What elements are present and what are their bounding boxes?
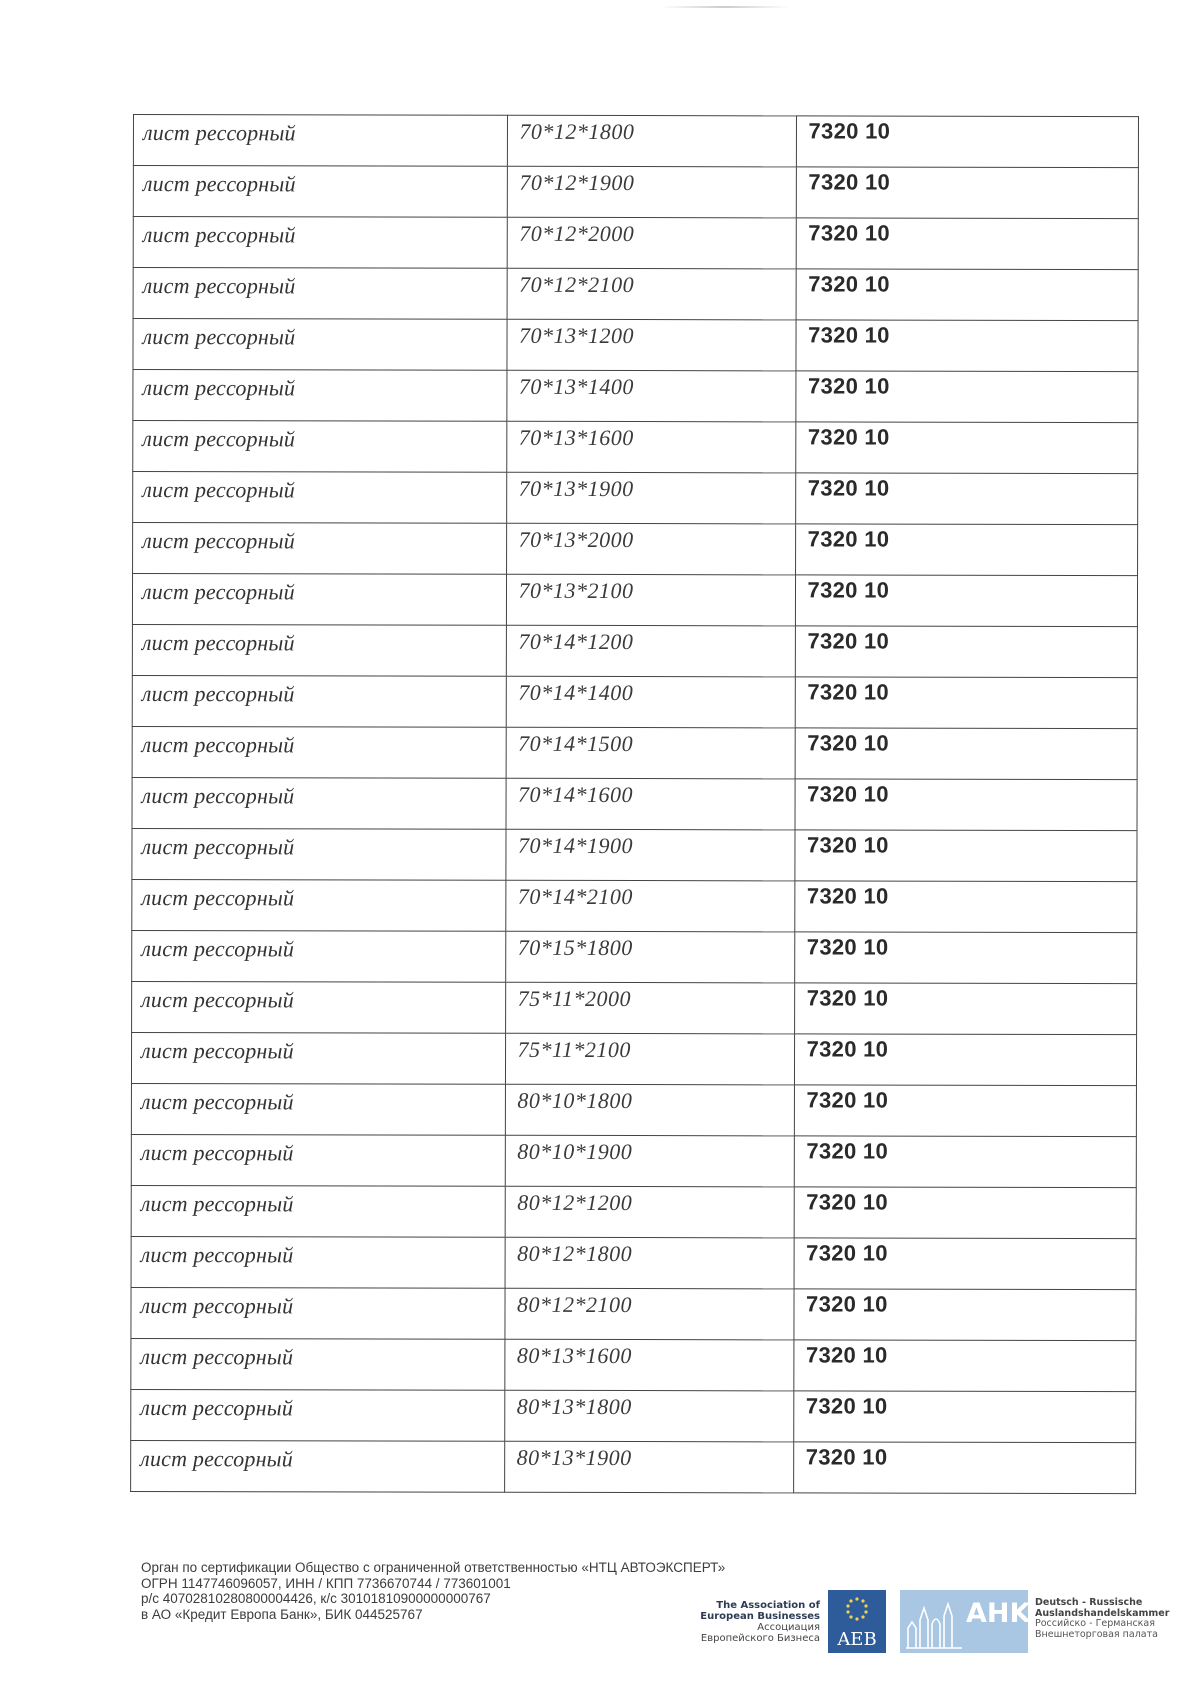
table-row xyxy=(133,268,1138,321)
product-code-cell xyxy=(796,269,1139,321)
product-code-cell xyxy=(794,1085,1137,1137)
ahk-caption xyxy=(1035,1598,1190,1640)
product-code-text: 7320 10 xyxy=(806,883,889,909)
product-code-text: 7320 10 xyxy=(806,1036,889,1062)
product-code-text: 7320 10 xyxy=(807,832,889,858)
product-code-text: 7320 10 xyxy=(806,934,889,960)
product-code-text: 7320 10 xyxy=(807,424,890,450)
product-name-cell xyxy=(131,1236,506,1288)
product-size-cell xyxy=(507,727,795,779)
product-name-cell xyxy=(133,115,508,167)
table-row xyxy=(132,828,1137,881)
product-code-cell xyxy=(793,1391,1136,1443)
table-row xyxy=(133,166,1138,219)
table-row xyxy=(133,319,1138,372)
product-size-cell xyxy=(507,676,795,728)
product-size-text: 75*11*2100 xyxy=(517,1036,631,1063)
product-size-cell xyxy=(506,829,794,881)
aeb-caption-en-1: The Association of xyxy=(716,1600,820,1611)
product-size-cell xyxy=(505,1441,793,1493)
product-size-text: 70*12*2000 xyxy=(519,220,635,247)
product-code-text: 7320 10 xyxy=(805,1444,888,1470)
product-name-cell xyxy=(133,421,508,473)
product-size-cell xyxy=(507,370,795,422)
product-size-text: 80*12*2100 xyxy=(516,1291,633,1318)
product-code-text: 7320 10 xyxy=(806,1240,888,1266)
product-code-text: 7320 10 xyxy=(808,118,891,144)
product-code-cell xyxy=(796,167,1139,219)
table-row xyxy=(133,421,1138,474)
product-name-text: лист рессорный xyxy=(141,681,295,707)
product-name-cell xyxy=(133,370,508,422)
product-code-text: 7320 10 xyxy=(805,1342,888,1368)
product-name-cell xyxy=(132,930,507,982)
product-size-text: 70*13*1900 xyxy=(518,475,634,502)
table-row xyxy=(133,115,1138,168)
table-row xyxy=(133,472,1138,525)
product-code-cell xyxy=(794,932,1137,984)
product-name-cell xyxy=(131,1338,506,1390)
product-code-text: 7320 10 xyxy=(807,526,890,552)
product-size-text: 70*14*1200 xyxy=(518,628,634,655)
product-code-cell xyxy=(796,320,1139,372)
product-name-cell xyxy=(131,1185,506,1237)
product-size-text: 70*14*1500 xyxy=(518,730,634,757)
ahk-caption-de-2: Auslandshandelskammer xyxy=(1035,1607,1170,1619)
product-name-text: лист рессорный xyxy=(142,120,296,146)
product-size-cell xyxy=(506,880,794,932)
product-size-cell xyxy=(506,1135,794,1187)
product-code-text: 7320 10 xyxy=(807,475,890,501)
table-row xyxy=(133,523,1138,576)
product-code-text: 7320 10 xyxy=(807,781,889,807)
product-name-text: лист рессорный xyxy=(140,1140,294,1166)
product-name-cell xyxy=(131,1287,506,1339)
product-code-cell xyxy=(794,881,1137,933)
product-size-text: 70*14*1900 xyxy=(517,832,633,859)
product-name-cell xyxy=(133,217,508,269)
ahk-caption-ru-1: Российско - Германская xyxy=(1035,1618,1155,1629)
product-name-text: лист рессорный xyxy=(141,885,295,911)
product-code-cell xyxy=(795,626,1138,678)
table-row xyxy=(132,726,1137,779)
product-size-text: 70*13*1200 xyxy=(518,322,635,349)
product-size-cell xyxy=(506,1033,794,1085)
product-size-text: 80*10*1800 xyxy=(517,1087,633,1114)
product-name-text: лист рессорный xyxy=(141,783,295,809)
product-name-cell xyxy=(133,268,508,320)
table-row xyxy=(131,1185,1136,1238)
product-size-text: 80*13*1900 xyxy=(516,1444,632,1471)
product-code-text: 7320 10 xyxy=(806,1189,888,1215)
product-size-text: 80*10*1900 xyxy=(517,1138,633,1165)
product-code-cell xyxy=(794,983,1137,1035)
table-row xyxy=(132,930,1137,983)
product-name-cell xyxy=(132,879,507,931)
kremlin-skyline-icon xyxy=(904,1598,964,1650)
table-row xyxy=(131,1287,1136,1340)
product-code-cell xyxy=(796,116,1139,168)
product-name-cell xyxy=(132,777,507,829)
product-code-text: 7320 10 xyxy=(807,679,890,705)
product-code-text: 7320 10 xyxy=(806,1138,889,1164)
product-name-text: лист рессорный xyxy=(141,936,295,962)
product-name-text: лист рессорный xyxy=(142,171,296,197)
product-code-text: 7320 10 xyxy=(808,169,891,195)
product-size-text: 70*12*2100 xyxy=(519,271,635,298)
table-row xyxy=(133,217,1138,270)
product-name-cell xyxy=(132,624,507,676)
product-size-text: 80*13*1800 xyxy=(516,1393,632,1420)
product-size-text: 80*13*1600 xyxy=(516,1342,632,1369)
product-code-cell xyxy=(794,1034,1137,1086)
footer-line-registration: ОГРН 1147746096057, ИНН / КПП 7736670744 / 773601001 xyxy=(141,1575,511,1591)
table-row xyxy=(132,777,1137,830)
product-size-text: 70*13*1600 xyxy=(518,424,634,451)
product-name-text: лист рессорный xyxy=(142,273,296,299)
product-size-cell xyxy=(508,115,796,167)
aeb-caption-en-2: European Businesses xyxy=(700,1611,820,1622)
product-name-text: лист рессорный xyxy=(141,579,295,605)
product-size-text: 70*13*2100 xyxy=(518,577,634,604)
eu-stars-icon xyxy=(837,1596,877,1626)
product-size-text: 70*15*1800 xyxy=(517,934,633,961)
product-size-cell xyxy=(507,421,795,473)
product-name-text: лист рессорный xyxy=(140,1191,294,1217)
table-row xyxy=(132,624,1137,677)
product-name-cell xyxy=(131,1083,506,1135)
product-size-cell xyxy=(508,268,796,320)
product-name-cell xyxy=(132,675,507,727)
product-code-cell xyxy=(794,830,1137,882)
product-size-text: 70*13*2000 xyxy=(518,526,634,553)
product-name-text: лист рессорный xyxy=(142,528,295,554)
product-size-cell xyxy=(507,319,795,371)
product-code-cell xyxy=(795,422,1138,474)
product-code-cell xyxy=(793,1289,1136,1341)
product-size-cell xyxy=(505,1288,793,1340)
product-code-cell xyxy=(795,575,1138,627)
product-name-text: лист рессорный xyxy=(140,1089,294,1115)
product-code-cell xyxy=(793,1340,1136,1392)
product-code-text: 7320 10 xyxy=(806,1291,888,1317)
product-size-text: 70*12*1800 xyxy=(519,118,635,145)
product-code-text: 7320 10 xyxy=(807,730,889,756)
table-row xyxy=(131,1134,1136,1187)
product-name-text: лист рессорный xyxy=(142,375,296,401)
product-size-cell xyxy=(506,778,794,830)
product-code-cell xyxy=(795,677,1138,729)
product-size-cell xyxy=(506,1084,794,1136)
product-size-text: 70*14*1400 xyxy=(518,679,634,706)
product-size-cell xyxy=(507,472,795,524)
table-row xyxy=(132,981,1137,1034)
product-size-text: 70*14*1600 xyxy=(518,781,634,808)
product-name-text: лист рессорный xyxy=(142,222,296,248)
product-table-body xyxy=(131,115,1139,1494)
ahk-caption-ru-2: Внешнеторговая палата xyxy=(1035,1628,1158,1640)
product-code-text: 7320 10 xyxy=(805,1393,888,1419)
product-code-text: 7320 10 xyxy=(806,1087,889,1113)
product-name-cell xyxy=(132,981,507,1033)
product-size-cell xyxy=(506,1237,794,1289)
footer-line-organization: Орган по сертификации Общество с ограниченной ответственностью «НТЦ АВТОЭКСПЕРТ» xyxy=(141,1560,726,1575)
table-row xyxy=(131,1032,1136,1085)
product-name-text: лист рессорный xyxy=(141,732,295,758)
product-name-text: лист рессорный xyxy=(142,477,296,503)
product-name-cell xyxy=(131,1032,506,1084)
product-name-cell xyxy=(133,319,508,371)
product-name-cell xyxy=(132,574,507,626)
product-size-text: 70*14*2100 xyxy=(517,883,633,910)
product-size-text: 80*12*1800 xyxy=(517,1240,633,1267)
product-code-text: 7320 10 xyxy=(806,985,889,1011)
product-name-text: лист рессорный xyxy=(141,987,294,1013)
product-size-text: 80*12*1200 xyxy=(517,1189,633,1216)
product-size-text: 70*13*1400 xyxy=(518,373,634,400)
footer-line-accounts: р/с 40702810280800004426, к/с 30101810900000000767 xyxy=(141,1591,491,1606)
product-name-cell xyxy=(133,166,508,218)
product-code-cell xyxy=(794,1136,1137,1188)
aeb-logo xyxy=(828,1590,886,1653)
table-row xyxy=(131,1083,1136,1136)
table-row xyxy=(131,1389,1136,1442)
product-code-text: 7320 10 xyxy=(807,373,890,399)
product-size-cell xyxy=(507,523,795,575)
product-code-text: 7320 10 xyxy=(808,220,890,246)
product-code-cell xyxy=(795,728,1138,780)
product-name-text: лист рессорный xyxy=(140,1344,294,1370)
product-name-cell xyxy=(131,1389,506,1441)
product-table xyxy=(130,114,1139,1494)
product-size-cell xyxy=(505,1390,793,1442)
product-size-cell xyxy=(506,982,794,1034)
table-row xyxy=(132,879,1137,932)
product-name-text: лист рессорный xyxy=(140,1446,294,1472)
product-name-cell xyxy=(133,523,508,575)
product-name-text: лист рессорный xyxy=(141,630,295,656)
product-size-cell xyxy=(505,1339,793,1391)
product-name-text: лист рессорный xyxy=(141,1038,294,1064)
aeb-caption xyxy=(680,1600,820,1644)
aeb-caption-ru-2: Европейского Бизнеса xyxy=(700,1633,820,1644)
product-code-text: 7320 10 xyxy=(807,577,890,603)
product-name-cell xyxy=(132,828,507,880)
product-size-cell xyxy=(507,574,795,626)
product-code-cell xyxy=(795,779,1138,831)
product-name-text: лист рессорный xyxy=(140,1293,294,1319)
product-name-text: лист рессорный xyxy=(140,1395,294,1421)
product-size-text: 70*12*1900 xyxy=(519,169,635,196)
ahk-caption-de-1: Deutsch - Russische xyxy=(1035,1597,1143,1608)
product-code-cell xyxy=(796,218,1139,270)
product-name-text: лист рессорный xyxy=(140,1242,294,1268)
table-row xyxy=(132,574,1137,627)
aeb-wordmark: AEB xyxy=(837,1629,877,1650)
product-name-text: лист рессорный xyxy=(142,324,296,350)
ahk-wordmark: AHK xyxy=(966,1598,1031,1629)
product-code-text: 7320 10 xyxy=(807,628,890,654)
product-size-cell xyxy=(508,166,796,218)
product-name-cell xyxy=(131,1440,506,1492)
table-row xyxy=(132,675,1137,728)
table-row xyxy=(131,1236,1136,1289)
product-name-cell xyxy=(133,472,508,524)
product-size-cell xyxy=(508,217,796,269)
product-code-cell xyxy=(795,371,1138,423)
product-code-cell xyxy=(794,1187,1137,1239)
product-code-text: 7320 10 xyxy=(808,271,890,297)
product-size-cell xyxy=(506,931,794,983)
product-code-cell xyxy=(795,473,1138,525)
product-code-cell xyxy=(795,524,1138,576)
product-name-cell xyxy=(132,726,507,778)
table-row xyxy=(133,370,1138,423)
footer-line-bank: в АО «Кредит Европа Банк», БИК 044525767 xyxy=(141,1606,423,1622)
product-code-cell xyxy=(794,1238,1137,1290)
product-size-cell xyxy=(506,1186,794,1238)
product-code-text: 7320 10 xyxy=(808,322,890,348)
product-name-text: лист рессорный xyxy=(142,426,296,452)
product-size-cell xyxy=(507,625,795,677)
aeb-caption-ru-1: Ассоциация xyxy=(757,1622,820,1633)
table-row xyxy=(131,1338,1136,1391)
scan-artifact xyxy=(660,6,790,8)
product-name-text: лист рессорный xyxy=(141,834,295,860)
ahk-logo xyxy=(900,1590,1031,1653)
product-size-text: 75*11*2000 xyxy=(517,985,632,1012)
table-row xyxy=(131,1440,1136,1493)
product-name-cell xyxy=(131,1134,506,1186)
product-code-cell xyxy=(793,1442,1136,1494)
